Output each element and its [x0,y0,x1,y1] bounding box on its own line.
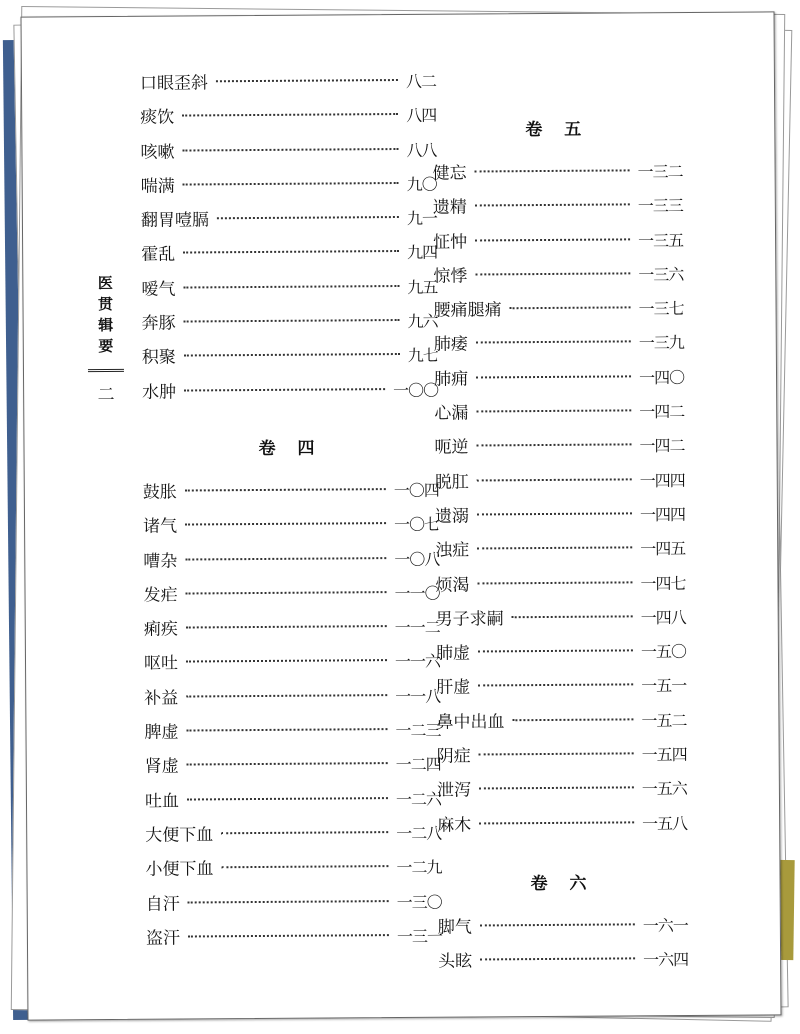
leader-dots [477,444,632,447]
entry-title: 自汗 [145,894,180,915]
toc-entry[interactable] [146,885,442,921]
entry-title: 烦渴 [435,575,470,596]
leader-dots [183,182,399,186]
entry-title: 奔豚 [141,313,176,334]
toc-entry[interactable] [143,542,439,578]
entry-page: 八四 [406,106,437,126]
toc-left-column [140,65,442,956]
leader-dots [186,660,387,663]
toc-entry[interactable] [435,532,685,568]
leader-dots [512,718,633,721]
entry-title: 麻木 [437,815,472,836]
entry-title: 鼓胀 [142,482,177,503]
leader-dots [475,238,630,241]
entry-page: 一四七 [640,573,686,593]
volume-heading: 卷 四 [258,438,323,459]
toc-entry[interactable] [436,669,686,705]
toc-entry[interactable] [437,738,687,774]
entry-title: 盗汗 [145,928,181,949]
entry-page: 一三二 [637,162,683,182]
volume-heading: 卷 五 [525,119,590,141]
entry-page: 一四二 [639,436,685,456]
entry-page: 一四五 [640,539,686,559]
leader-dots [187,762,388,765]
toc-entry[interactable] [434,361,684,397]
entry-title: 头眩 [438,951,473,972]
entry-title: 嘈杂 [143,551,178,572]
entry-title: 痰饮 [140,107,175,129]
toc-entry[interactable] [436,635,686,671]
toc-entry[interactable] [145,817,441,853]
leader-dots [479,821,634,824]
toc-entry[interactable] [438,909,688,945]
leader-dots [477,581,632,584]
leader-dots [475,169,630,172]
entry-page: 一五六 [641,779,687,799]
toc-entry[interactable] [141,168,437,204]
toc-entry[interactable] [140,65,436,101]
leader-dots [478,650,633,653]
leader-dots [475,204,630,207]
entry-page: 一一二 [394,617,440,638]
toc-list [432,155,687,843]
entry-page: 一二四 [395,755,441,775]
entry-title: 阴症 [436,746,471,767]
toc-list [143,474,442,956]
entry-title: 补益 [144,688,179,709]
entry-page: 一四四 [639,504,686,525]
toc-entry[interactable] [144,714,440,750]
entry-title: 嗳气 [141,279,176,300]
leader-dots [479,752,634,755]
entry-page: 一五二 [641,710,687,731]
entry-page: 一三九 [638,333,684,353]
leader-dots [186,591,387,594]
entry-page: 一五四 [641,745,687,765]
entry-title: 水肿 [142,382,177,403]
entry-page: 九七 [407,346,438,366]
toc-list [438,909,688,979]
entry-title: 呃逆 [434,437,469,459]
leader-dots [186,694,387,697]
entry-title: 口眼歪斜 [139,73,209,94]
entry-title: 心漏 [434,403,469,424]
toc-entry[interactable] [436,601,686,637]
leader-dots [184,388,385,391]
entry-title: 喘满 [140,176,175,197]
entry-page: 一〇〇 [393,380,439,400]
leader-dots [184,353,400,357]
entry-title: 肝虚 [436,677,471,699]
toc-entry[interactable] [433,189,683,225]
toc-entry[interactable] [433,292,683,328]
entry-title: 浊症 [435,540,470,562]
toc-entry[interactable] [143,508,439,544]
leader-dots [185,488,386,491]
entry-title: 腰痛腿痛 [433,300,502,321]
leader-dots [477,547,632,550]
document-page [21,11,782,1020]
toc-entry[interactable] [141,271,437,307]
toc-entry[interactable] [435,498,685,534]
entry-title: 怔忡 [433,232,468,253]
entry-page: 一一〇 [394,583,440,603]
toc-entry[interactable] [141,236,437,272]
entry-title: 吐血 [144,791,180,812]
entry-page: 一〇八 [394,549,440,569]
leader-dots [510,307,631,310]
toc-entry[interactable] [144,611,440,647]
entry-page: 一四〇 [638,367,685,388]
entry-page: 一一八 [395,686,441,706]
entry-page: 一六四 [643,950,689,970]
leader-dots [182,113,398,117]
leader-dots [182,148,398,152]
book-title: 医贯辑要 [95,274,115,360]
toc-entry[interactable] [140,133,436,169]
leader-dots [476,375,631,378]
entry-page: 一三六 [638,264,684,285]
entry-title: 肺痿 [433,335,468,356]
entry-title: 脱肛 [434,472,469,493]
entry-title: 发疟 [143,585,178,606]
entry-page: 一三七 [638,299,684,319]
leader-dots [183,250,399,254]
toc-entry[interactable] [146,920,442,956]
toc-right-column [432,111,688,979]
toc-entry[interactable] [143,577,439,613]
entry-page: 九〇 [406,174,437,194]
leader-dots [221,865,388,868]
entry-page: 一三五 [638,230,684,250]
entry-title: 翻胃噎膈 [140,210,210,231]
entry-title: 肾虚 [144,756,179,778]
toc-entry[interactable] [142,305,438,341]
toc-entry[interactable] [145,748,441,784]
leader-dots [185,522,386,525]
leader-dots [216,79,398,82]
entry-page: 一五一 [641,676,687,696]
running-header [85,275,126,405]
toc-entry[interactable] [437,772,687,808]
entry-page: 一二九 [396,857,442,878]
entry-page: 一四四 [639,470,685,491]
entry-page: 九六 [407,311,438,332]
entry-page: 一二三 [395,720,441,741]
entry-title: 男子求嗣 [435,609,504,630]
toc-entry[interactable] [144,679,440,715]
entry-title: 遗精 [432,197,467,219]
toc-entry[interactable] [435,464,685,500]
entry-page: 一二六 [395,789,442,809]
leader-dots [478,684,633,687]
header-rule [88,369,124,372]
entry-page: 八二 [405,71,437,91]
leader-dots [184,319,400,323]
leader-dots [221,831,388,834]
entry-title: 脾虚 [144,722,179,743]
toc-entry[interactable] [142,373,438,409]
toc-entry[interactable] [434,429,684,465]
leader-dots [479,787,634,790]
toc-list [140,65,438,410]
entry-title: 鼻中出血 [436,712,505,733]
entry-page: 一三〇 [396,892,442,912]
entry-page: 一〇七 [393,515,440,535]
leader-dots [183,285,399,289]
leader-dots [477,512,632,515]
toc-entry[interactable] [433,258,683,294]
entry-title: 积聚 [141,347,176,369]
leader-dots [512,615,633,618]
toc-entry[interactable] [438,943,688,979]
toc-entry[interactable] [140,99,436,135]
toc-entry[interactable] [432,155,682,191]
leader-dots [186,625,387,628]
entry-title: 霍乱 [141,245,176,266]
entry-title: 痢疾 [143,619,178,640]
leader-dots [186,728,387,731]
entry-page: 一三三 [637,196,683,216]
entry-title: 呕吐 [143,654,179,675]
entry-page: 一五〇 [640,642,687,662]
entry-page: 九一 [406,208,437,229]
toc-entry[interactable] [145,851,441,887]
entry-title: 健忘 [432,163,467,184]
toc-entry[interactable] [435,567,685,603]
toc-entry[interactable] [141,202,437,238]
entry-title: 脚气 [437,917,472,938]
toc-entry[interactable] [436,704,686,740]
toc-entry[interactable] [437,807,687,843]
leader-dots [188,934,389,937]
entry-title: 肺虚 [435,643,471,664]
entry-title: 小便下血 [145,859,214,881]
leader-dots [480,958,635,961]
entry-title: 咳嗽 [140,142,175,163]
entry-title: 遗溺 [434,506,470,527]
entry-page: 一四八 [640,607,686,628]
entry-title: 大便下血 [145,825,214,846]
entry-page: 一三一 [396,926,442,946]
entry-page: 九五 [407,277,438,297]
entry-page: 一五八 [642,813,688,833]
toc-entry[interactable] [434,395,684,431]
entry-title: 泄泻 [436,780,471,802]
entry-page: 一〇四 [393,480,439,501]
entry-page: 八八 [406,140,437,160]
leader-dots [476,341,631,344]
leader-dots [477,478,632,481]
leader-dots [480,923,635,926]
page-number: 二 [97,384,115,406]
volume-heading: 卷 六 [530,873,595,895]
toc-entry[interactable] [145,782,441,818]
leader-dots [187,797,388,800]
entry-page: 一一六 [394,652,441,672]
toc-entry[interactable] [143,474,439,510]
toc-entry[interactable] [142,339,438,375]
leader-dots [217,216,399,219]
entry-page: 一二八 [396,823,442,843]
toc-entry[interactable] [434,327,684,363]
leader-dots [475,272,630,275]
entry-title: 惊悸 [433,266,468,287]
entry-page: 一六一 [642,915,688,936]
toc-entry[interactable] [433,224,683,260]
toc-entry[interactable] [144,645,440,681]
leader-dots [185,557,386,560]
entry-title: 诸气 [143,516,178,538]
entry-page: 九四 [407,243,438,263]
entry-title: 肺痈 [433,369,469,390]
leader-dots [476,409,631,412]
entry-page: 一四二 [639,402,685,422]
leader-dots [188,900,389,903]
